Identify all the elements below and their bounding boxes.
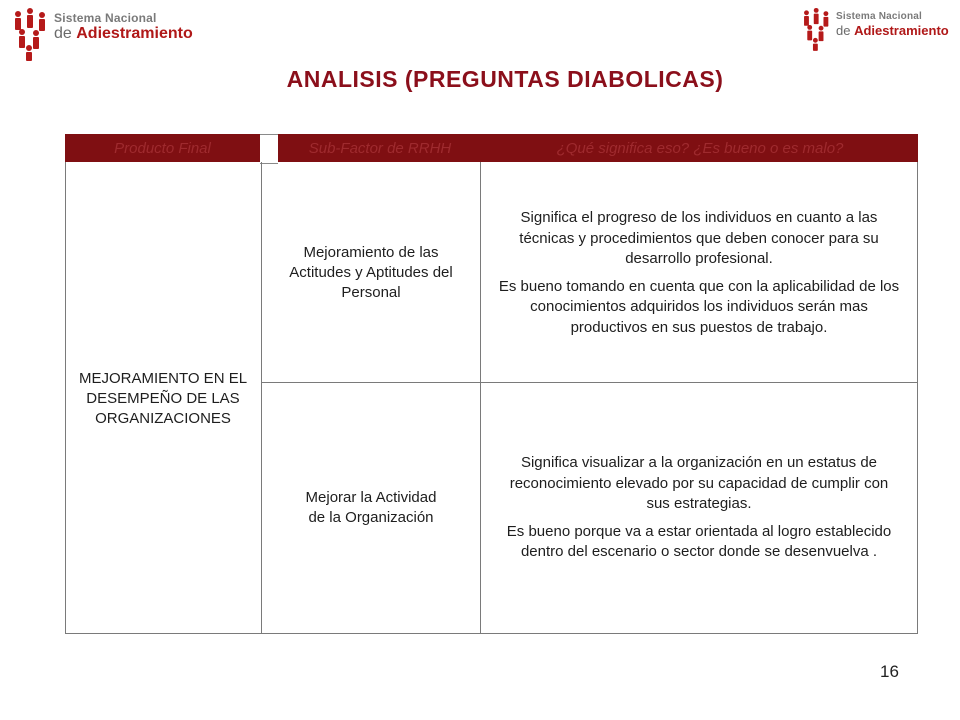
page-number: 16 (880, 662, 899, 681)
cell-meaning-1 (486, 166, 912, 380)
logo-line2-accent: Adiestramiento (854, 23, 949, 38)
table-divider-col1 (261, 162, 262, 634)
cell-meaning-2 (486, 384, 912, 632)
page-title: ANALISIS (PREGUNTAS DIABOLICAS) (286, 66, 724, 92)
logo-sistema-nacional-right (800, 6, 949, 52)
logo-line2 (836, 24, 949, 37)
header-producto-final: Producto Final (65, 134, 260, 162)
meaning-text: Significa el progreso de los individuos en cuanto a las técnicas y procedimientos que deben conocer para su desarrollo profesional. (519, 209, 879, 267)
subfactor-text: Mejorar la Actividad de la Organización (305, 488, 437, 526)
product-text: MEJORAMIENTO EN EL DESEMPEÑO DE LAS ORGANIZACIONES (78, 369, 248, 428)
logo-text (836, 12, 949, 37)
cell-subfactor-1 (266, 166, 476, 380)
logo-line1: Sistema Nacional (54, 11, 157, 25)
header-significado: ¿Qué significa eso? ¿Es bueno o es malo? (482, 134, 918, 162)
people-group-icon (800, 6, 834, 52)
table-divider-col2 (480, 162, 481, 634)
table-border-right (917, 162, 918, 634)
logo-line2-prefix: de (836, 23, 855, 38)
logo-line2 (54, 26, 193, 42)
meaning-text: Significa visualizar a la organización en un estatus de reconocimiento elevado por su capacidad de cumplir con sus estrategias. (509, 454, 889, 512)
table-border-bottom (65, 633, 918, 634)
header-sub-factor: Sub-Factor de RRHH (278, 134, 482, 162)
table-row-divider (261, 382, 918, 383)
table-border-left (65, 162, 66, 634)
subfactor-text: Mejoramiento de las Actitudes y Aptitudes del Personal (289, 243, 453, 302)
people-group-icon (10, 6, 52, 62)
cell-subfactor-2 (266, 384, 476, 632)
logo-line2-accent: Adiestramiento (76, 25, 193, 42)
logo-line2-prefix: de (54, 25, 77, 42)
logo-text (54, 12, 193, 42)
cell-product (70, 166, 256, 632)
logo-line1: Sistema Nacional (836, 11, 923, 22)
evaluation-text: Es bueno tomando en cuenta que con la aplicabilidad de los conocimientos adquiridos los individuos serán mas productivos en sus puestos de trabajo. (498, 278, 900, 336)
header-gap (260, 134, 278, 164)
evaluation-text: Es bueno porque va a estar orientada al logro establecido dentro del escenario o sector donde se desenvuelva . (506, 523, 892, 561)
logo-sistema-nacional-left (10, 6, 193, 62)
